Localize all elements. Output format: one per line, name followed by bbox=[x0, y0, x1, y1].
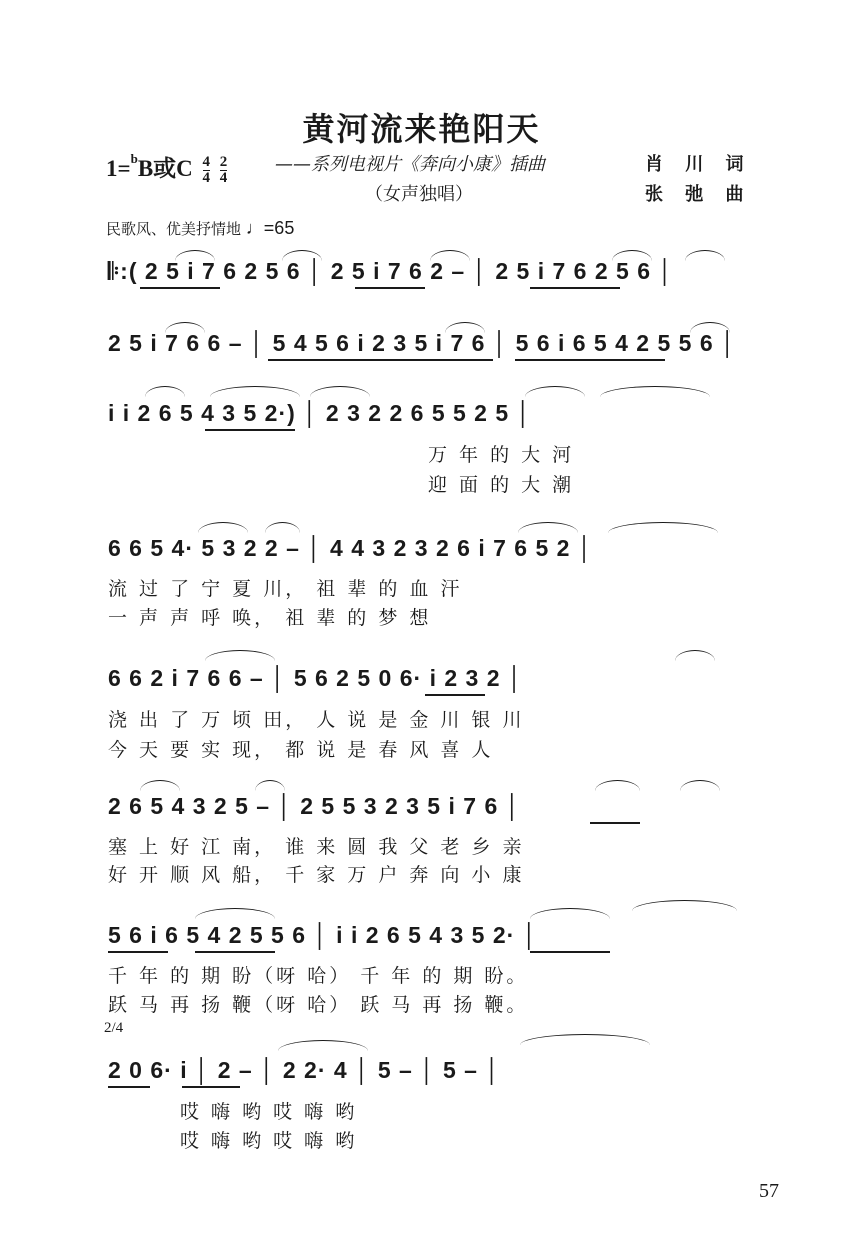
slur bbox=[595, 780, 640, 791]
flat-sign: b bbox=[130, 151, 138, 167]
beam bbox=[530, 951, 610, 953]
music-line-3: i i 2 6 5 4 3 5 2·) │ 2 3 2 2 6 5 5 2 5 │ bbox=[108, 400, 532, 426]
slur bbox=[612, 250, 652, 261]
beam bbox=[268, 359, 493, 361]
beam bbox=[140, 287, 220, 289]
time-change-2-4: 2/4 bbox=[104, 1020, 124, 1036]
tempo-marking: ♩=65 bbox=[245, 218, 295, 238]
slur bbox=[265, 522, 300, 533]
slur bbox=[632, 900, 737, 911]
beam bbox=[590, 822, 640, 824]
performance-direction bbox=[106, 218, 294, 239]
beam bbox=[425, 694, 485, 696]
music-line-4: 6 6 5 4· 5 3 2 2 – │ 4 4 3 2 3 2 6 i 7 6 5 2 │ bbox=[108, 535, 594, 561]
beam bbox=[195, 951, 275, 953]
lyric-verse2-line-6: 好 开 顺 风 船， 千 家 万 户 奔 向 小 康 bbox=[108, 864, 525, 886]
style-text: 民歌风、优美抒情地 bbox=[106, 220, 242, 238]
key-prefix: 1= bbox=[106, 156, 131, 181]
slur bbox=[690, 322, 730, 333]
page-title: 黄河流来艳阳天 bbox=[302, 110, 541, 148]
slur bbox=[600, 386, 710, 397]
music-line-5: 6 6 2 i 7 6 6 – │ 5 6 2 5 0 6· i 2 3 2 │ bbox=[108, 665, 524, 691]
slur bbox=[165, 322, 205, 333]
music-line-8: 2 0 6· i │ 2 – │ 2 2· 4 │ 5 – │ 5 – │ bbox=[108, 1057, 501, 1083]
slur bbox=[675, 650, 715, 661]
slur bbox=[255, 780, 285, 791]
slur bbox=[282, 250, 322, 261]
slur bbox=[205, 650, 275, 661]
slur bbox=[525, 386, 585, 397]
beam bbox=[515, 359, 665, 361]
slur bbox=[145, 386, 185, 397]
lyric-verse2-line-4: 一 声 声 呼 唤， 祖 辈 的 梦 想 bbox=[108, 607, 432, 629]
music-line-1: 𝄆:( 2 5 i 7 6 2 5 6 │ 2 5 i 7 6 2 – │ 2 5 i 7 6 2 5 6 │ bbox=[108, 258, 674, 284]
composer-credit: 张 弛 曲 bbox=[645, 184, 752, 205]
slur bbox=[140, 780, 180, 791]
slur bbox=[198, 522, 248, 533]
lyric-verse1-line-4: 流 过 了 宁 夏 川， 祖 辈 的 血 汗 bbox=[108, 578, 463, 600]
lyric-verse1-line-3: 万 年 的 大 河 bbox=[428, 444, 575, 466]
subtitle: ——系列电视片《奔向小康》插曲 bbox=[275, 154, 545, 175]
lyric-verse1-line-8: 哎 嗨 哟 哎 嗨 哟 bbox=[180, 1101, 358, 1123]
beam bbox=[108, 1086, 150, 1088]
key-note: B或C bbox=[137, 156, 193, 181]
beam bbox=[530, 287, 620, 289]
slur bbox=[278, 1040, 368, 1051]
lyric-verse2-line-8: 哎 嗨 哟 哎 嗨 哟 bbox=[180, 1130, 358, 1152]
lyric-verse2-line-7: 跃 马 再 扬 鞭（呀 哈） 跃 马 再 扬 鞭。 bbox=[108, 994, 529, 1016]
slur bbox=[518, 522, 578, 533]
slur bbox=[445, 322, 485, 333]
music-line-2: 2 5 i 7 6 6 – │ 5 4 5 6 i 2 3 5 i 7 6 │ 5 6 i 6 5 4 2 5 5 6 │ bbox=[108, 330, 737, 356]
slur bbox=[608, 522, 718, 533]
key-signature bbox=[106, 150, 227, 186]
page-number: 57 bbox=[759, 1180, 779, 1202]
lyricist-credit: 肖 川 词 bbox=[645, 154, 752, 175]
slur bbox=[530, 908, 610, 919]
beam bbox=[182, 1086, 240, 1088]
lyric-verse2-line-5: 今 天 要 实 现， 都 说 是 春 风 喜 人 bbox=[108, 739, 494, 761]
beam bbox=[108, 951, 168, 953]
slur bbox=[430, 250, 470, 261]
lyric-verse1-line-7: 千 年 的 期 盼（呀 哈） 千 年 的 期 盼。 bbox=[108, 965, 529, 987]
slur bbox=[210, 386, 300, 397]
music-line-6: 2 6 5 4 3 2 5 – │ 2 5 5 3 2 3 5 i 7 6 │ bbox=[108, 793, 522, 819]
beam bbox=[355, 287, 425, 289]
slur bbox=[520, 1034, 650, 1045]
music-line-7: 5 6 i 6 5 4 2 5 5 6 │ i i 2 6 5 4 3 5 2· │ bbox=[108, 922, 539, 948]
slur bbox=[175, 250, 215, 261]
slur bbox=[680, 780, 720, 791]
time-signature-4-4: $\frac{4}{4}$ bbox=[202, 154, 211, 187]
lyric-verse2-line-3: 迎 面 的 大 潮 bbox=[428, 474, 575, 496]
beam bbox=[205, 429, 295, 431]
voice-type: （女声独唱） bbox=[365, 184, 473, 205]
slur bbox=[195, 908, 275, 919]
lyric-verse1-line-6: 塞 上 好 江 南， 谁 来 圆 我 父 老 乡 亲 bbox=[108, 836, 525, 858]
lyric-verse1-line-5: 浇 出 了 万 顷 田， 人 说 是 金 川 银 川 bbox=[108, 709, 525, 731]
slur bbox=[685, 250, 725, 261]
time-signature-2-4: $\frac{2}{4}$ bbox=[219, 154, 228, 187]
slur bbox=[310, 386, 370, 397]
